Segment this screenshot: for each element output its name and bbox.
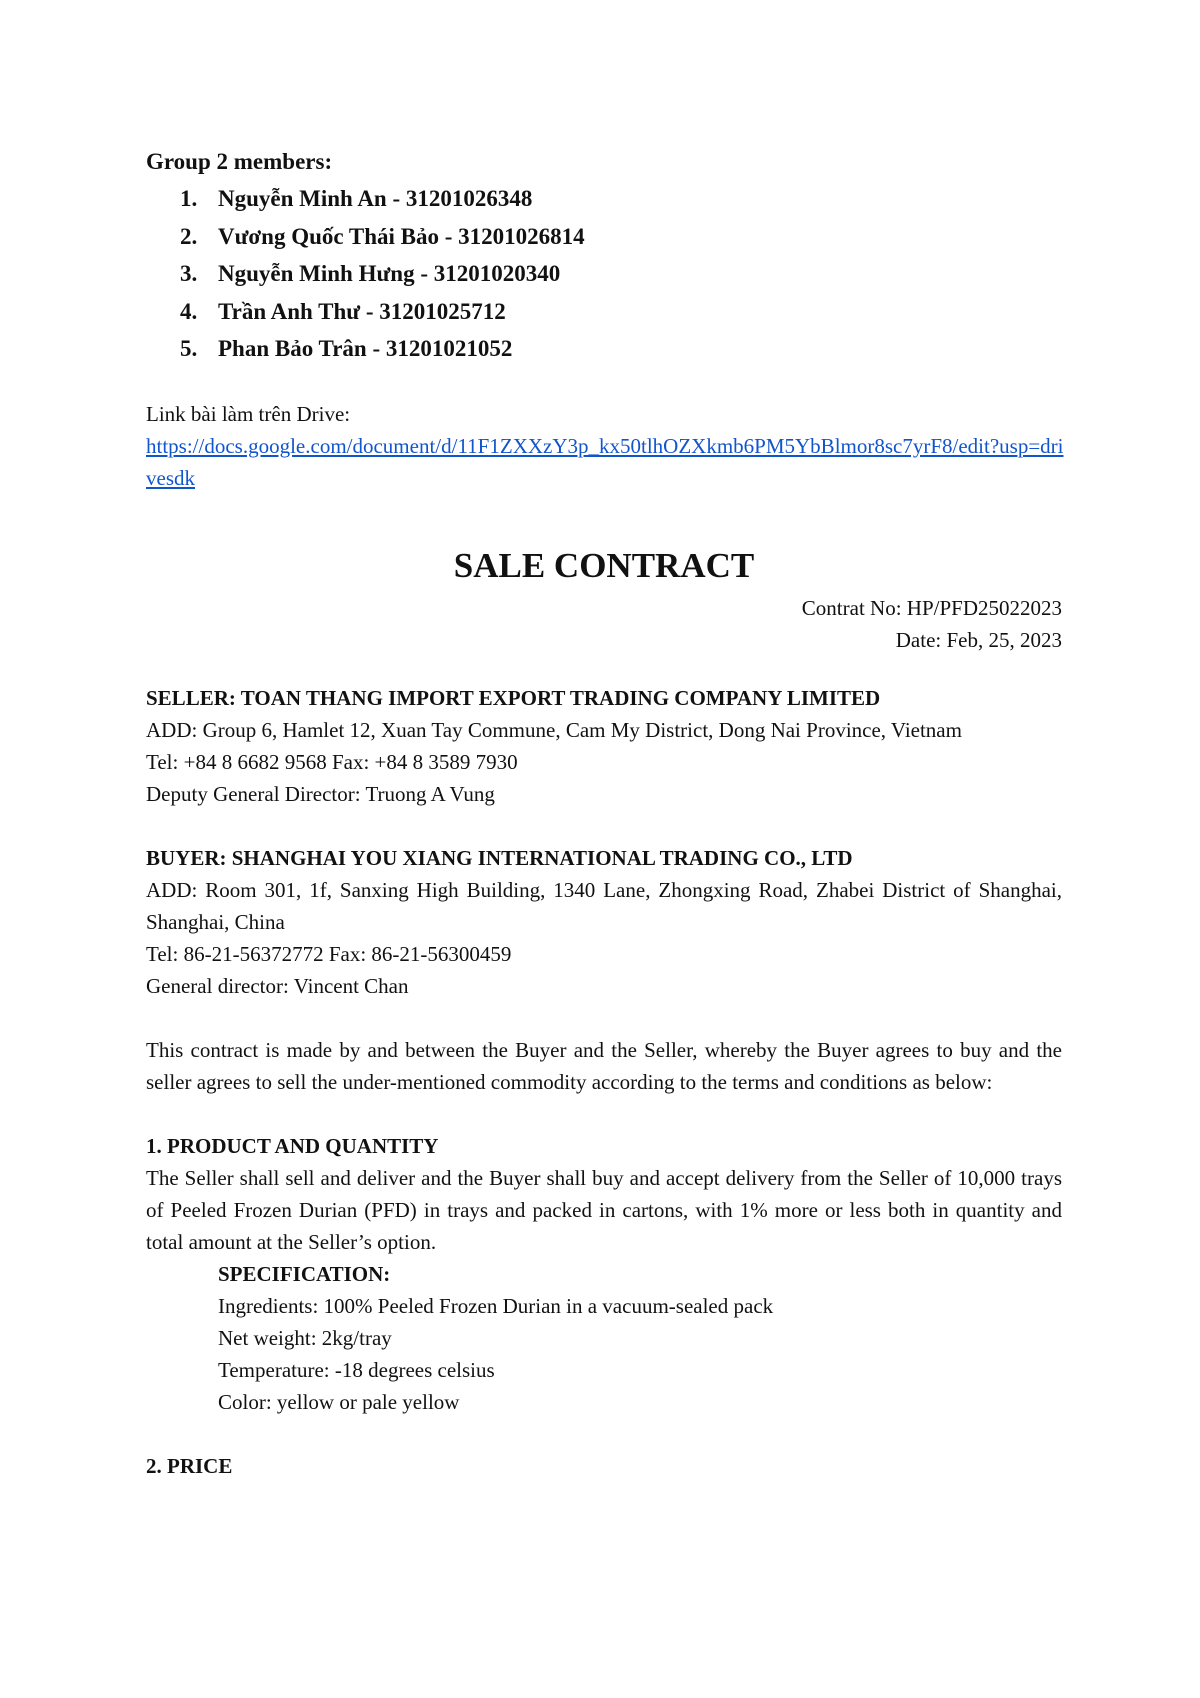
contract-number: Contrat No: HP/PFD25022023 [801, 595, 1062, 620]
member-item: 1. Nguyễn Minh An - 31201026348 [180, 186, 533, 211]
section2-heading: 2. PRICE [146, 1453, 233, 1478]
spec-item: Color: yellow or pale yellow [218, 1389, 460, 1414]
seller-address: ADD: Group 6, Hamlet 12, Xuan Tay Commune, Cam My District, Dong Nai Province, Vietnam [146, 717, 962, 742]
spec-heading: SPECIFICATION: [218, 1261, 391, 1286]
drive-link-label: Link bài làm trên Drive: [146, 401, 351, 426]
buyer-block [146, 842, 1062, 1002]
member-item: 4. Trần Anh Thư - 31201025712 [180, 298, 506, 324]
buyer-address: ADD: Room 301, 1f, Sanxing High Building, 1340 Lane, Zhongxing Road, Zhabei District of Shanghai, Shanghai, China [146, 877, 1062, 934]
members-list [146, 180, 1062, 368]
seller-block [146, 682, 1062, 810]
buyer-director: General director: Vincent Chan [146, 973, 409, 998]
buyer-tel: Tel: 86-21-56372772 Fax: 86-21-56300459 [146, 941, 512, 966]
seller-tel: Tel: +84 8 6682 9568 Fax: +84 8 3589 7930 [146, 749, 518, 774]
spec-item: Net weight: 2kg/tray [218, 1325, 392, 1350]
member-item: 5. Phan Bảo Trân - 31201021052 [180, 336, 513, 361]
contract-title: SALE CONTRACT [453, 545, 755, 585]
member-item: 2. Vương Quốc Thái Bảo - 31201026814 [180, 223, 585, 249]
contract-date: Date: Feb, 25, 2023 [895, 627, 1062, 652]
section-product-quantity [146, 1130, 1062, 1418]
section1-heading: 1. PRODUCT AND QUANTITY [146, 1133, 439, 1158]
seller-director: Deputy General Director: Truong A Vung [146, 781, 495, 806]
member-item: 3. Nguyễn Minh Hưng - 31201020340 [180, 261, 561, 286]
spec-item: Temperature: -18 degrees celsius [218, 1357, 495, 1382]
drive-link[interactable]: https://docs.google.com/document/d/11F1ZXXzY3p_kx50tlhOZXkmb6PM5YbBlmor8sc7yrF8/edit?usp=drivesdk [146, 433, 1064, 490]
members-title: Group 2 members: [146, 149, 333, 174]
contract-intro: This contract is made by and between the Buyer and the Seller, whereby the Buyer agrees to buy and the seller agrees to sell the under-mentioned commodity according to the terms and conditions as below: [146, 1037, 1062, 1094]
buyer-heading: BUYER: SHANGHAI YOU XIANG INTERNATIONAL TRADING CO., LTD [146, 845, 853, 870]
seller-heading: SELLER: TOAN THANG IMPORT EXPORT TRADING COMPANY LIMITED [146, 685, 881, 710]
spec-item: Ingredients: 100% Peeled Frozen Durian in a vacuum-sealed pack [218, 1293, 774, 1318]
section1-body: The Seller shall sell and deliver and the Buyer shall buy and accept delivery from the Seller of 10,000 trays of Peeled Frozen Durian (PFD) in trays and packed in cartons, with 1% more or less both in quantity and total amount at the Seller’s option. [146, 1165, 1062, 1254]
